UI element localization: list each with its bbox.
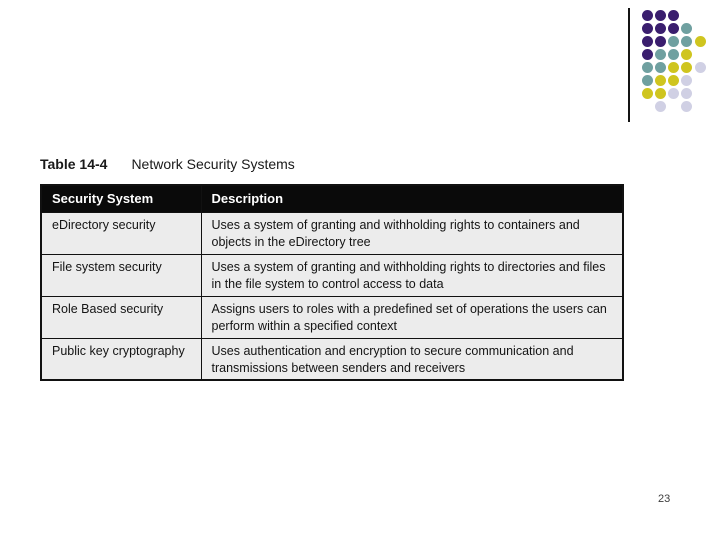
cell-system: File system security [41, 254, 201, 296]
dot [655, 62, 666, 73]
dot [655, 49, 666, 60]
dot [695, 36, 706, 47]
dot [642, 88, 653, 99]
dot [642, 10, 653, 21]
dot [642, 49, 653, 60]
table-header-row [41, 185, 623, 212]
table-row [41, 254, 623, 296]
dot [642, 36, 653, 47]
dot [668, 23, 679, 34]
dot [655, 101, 666, 112]
table-caption [40, 156, 295, 172]
dot [642, 75, 653, 86]
cell-system: Role Based security [41, 296, 201, 338]
security-systems-table [40, 184, 624, 381]
dot [668, 62, 679, 73]
dot [642, 23, 653, 34]
dot [655, 75, 666, 86]
dot [668, 36, 679, 47]
dot [681, 101, 692, 112]
dot [668, 88, 679, 99]
cell-description: Assigns users to roles with a predefined set of operations the users can perform within a specified context [201, 296, 623, 338]
cell-description: Uses a system of granting and withholding rights to containers and objects in the eDirectory tree [201, 212, 623, 254]
dot [668, 75, 679, 86]
dot [655, 10, 666, 21]
decoration-vertical-rule [628, 8, 630, 122]
dot [655, 23, 666, 34]
table-row [41, 212, 623, 254]
dot [668, 49, 679, 60]
dot [695, 62, 706, 73]
dot [681, 62, 692, 73]
column-header-security-system: Security System [41, 185, 201, 212]
cell-system: eDirectory security [41, 212, 201, 254]
dot [681, 36, 692, 47]
cell-system: Public key cryptography [41, 338, 201, 380]
dot [642, 62, 653, 73]
dot [681, 88, 692, 99]
column-header-description: Description [201, 185, 623, 212]
dot [655, 36, 666, 47]
dot [681, 23, 692, 34]
table-row [41, 338, 623, 380]
dot [668, 10, 679, 21]
dot [681, 49, 692, 60]
slide-page-number: 23 [658, 493, 671, 505]
cell-description: Uses a system of granting and withholding rights to directories and files in the file system to control access to data [201, 254, 623, 296]
dot [655, 88, 666, 99]
cell-description: Uses authentication and encryption to secure communication and transmissions between senders and receivers [201, 338, 623, 380]
table-row [41, 296, 623, 338]
table-caption-label: Table 14-4 [40, 156, 108, 172]
table-caption-title: Network Security Systems [131, 156, 295, 172]
dot [681, 75, 692, 86]
